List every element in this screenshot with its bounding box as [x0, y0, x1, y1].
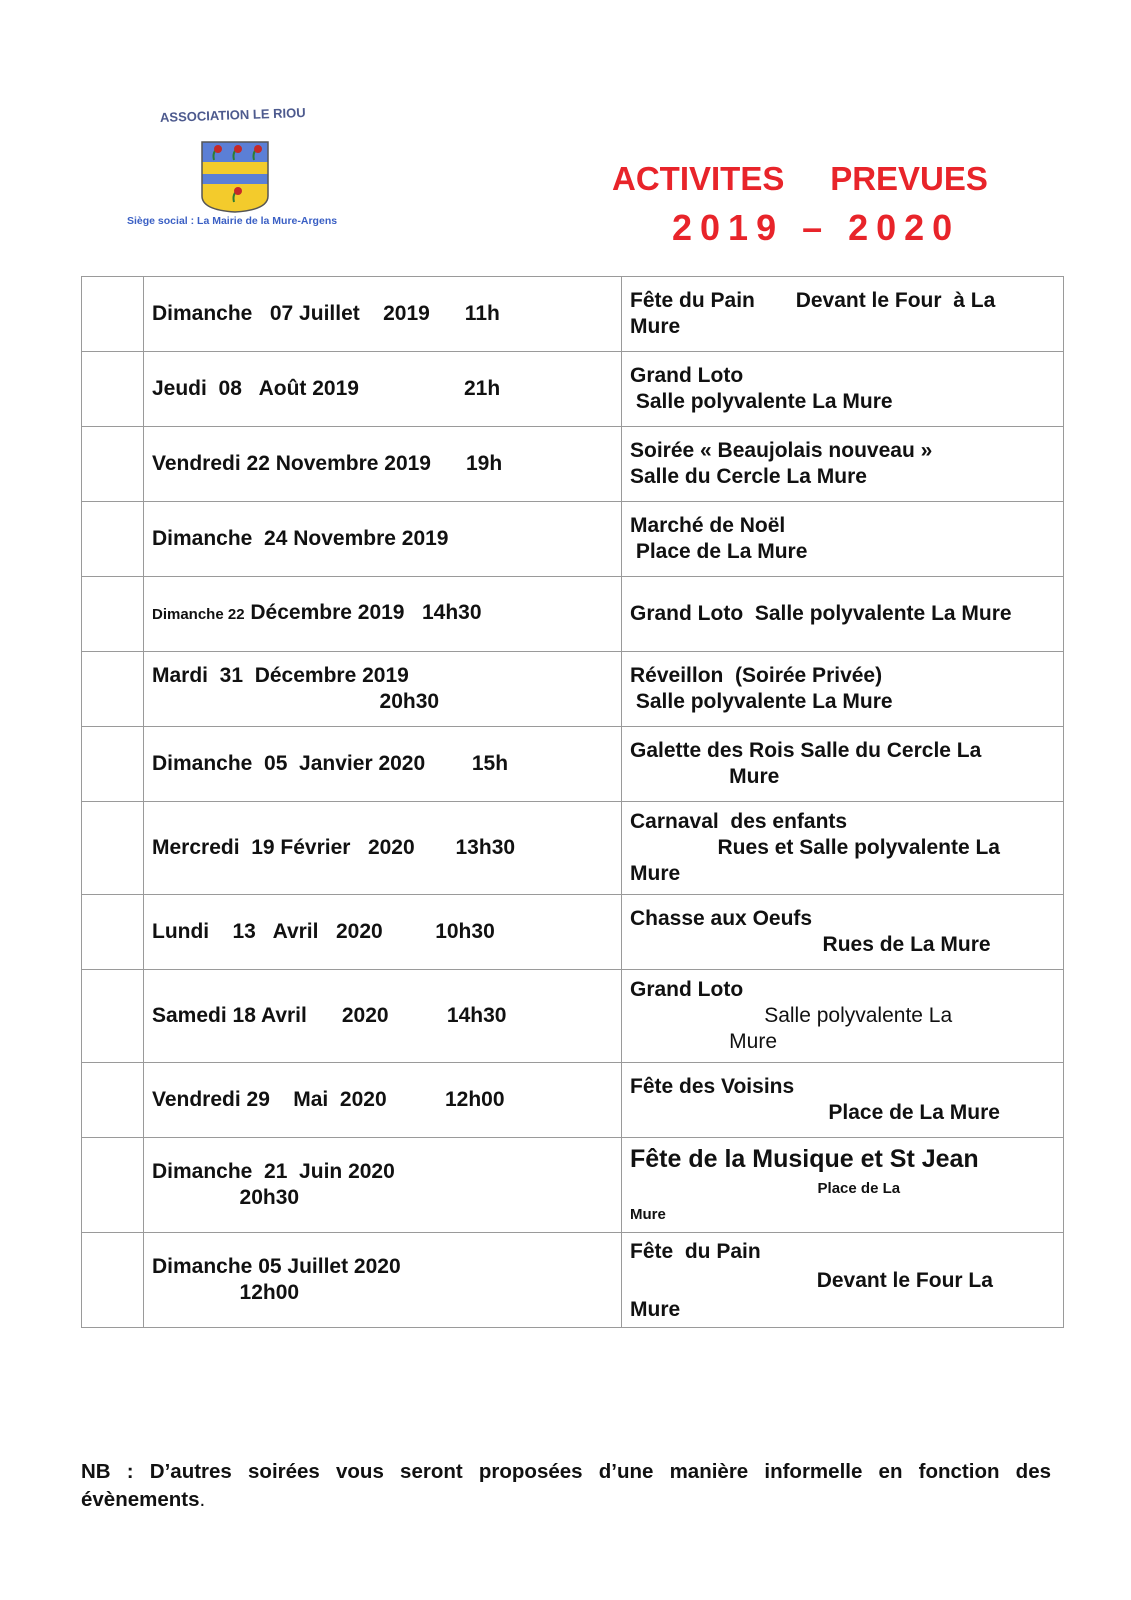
blank-cell [82, 427, 144, 502]
events-table [81, 276, 1064, 1328]
page-title: ACTIVITES PREVUES [612, 160, 988, 197]
table-row [82, 1063, 1064, 1138]
blank-cell [82, 970, 144, 1063]
event-activity-place: Place de La Mure [630, 1180, 901, 1223]
table-row [82, 727, 1064, 802]
event-date-prefix: Dimanche 22 [152, 606, 245, 623]
blank-cell [82, 652, 144, 727]
event-activity: Fête du Pain Devant le Four La Mure [622, 1233, 1064, 1328]
footnote-text: NB : D’autres soirées vous seront proposées d’une manière informelle en fonction des évènements [81, 1460, 1051, 1511]
blank-cell [82, 895, 144, 970]
event-activity [622, 1138, 1064, 1233]
blank-cell [82, 1063, 144, 1138]
blank-cell [82, 802, 144, 895]
table-row [82, 427, 1064, 502]
event-date: Dimanche 05 Janvier 2020 15h [144, 727, 622, 802]
event-activity-title: Fête de la Musique et St Jean [630, 1145, 979, 1173]
event-activity: Grand Loto Salle polyvalente La Mure [622, 352, 1064, 427]
footnote [81, 1458, 1051, 1514]
event-date: Vendredi 22 Novembre 2019 19h [144, 427, 622, 502]
event-date-rest: Décembre 2019 14h30 [244, 601, 482, 624]
table-row [82, 277, 1064, 352]
event-date: Mercredi 19 Février 2020 13h30 [144, 802, 622, 895]
event-activity: Réveillon (Soirée Privée) Salle polyvalente La Mure [622, 652, 1064, 727]
table-row [82, 652, 1064, 727]
event-date: Dimanche 24 Novembre 2019 [144, 502, 622, 577]
logo-subtitle: Siège social : La Mairie de la Mure-Argens [127, 215, 338, 227]
event-date: Dimanche 07 Juillet 2019 11h [144, 277, 622, 352]
blank-cell [82, 577, 144, 652]
table-row [82, 802, 1064, 895]
event-activity: Carnaval des enfants Rues et Salle polyvalente La Mure [622, 802, 1064, 895]
event-date: Mardi 31 Décembre 2019 20h30 [144, 652, 622, 727]
event-activity: Fête des Voisins Place de La Mure [622, 1063, 1064, 1138]
table-row [82, 352, 1064, 427]
blank-cell [82, 502, 144, 577]
event-date: Samedi 18 Avril 2020 14h30 [144, 970, 622, 1063]
table-row [82, 970, 1064, 1063]
event-activity: Grand Loto Salle polyvalente La Mure [622, 577, 1064, 652]
event-activity: Marché de Noël Place de La Mure [622, 502, 1064, 577]
event-activity: Galette des Rois Salle du Cercle La Mure [622, 727, 1064, 802]
event-activity-title: Grand Loto [630, 978, 744, 1001]
event-date: Jeudi 08 Août 2019 21h [144, 352, 622, 427]
footnote-end: . [199, 1488, 206, 1511]
crest-icon [200, 140, 270, 214]
blank-cell [82, 1138, 144, 1233]
event-activity: Chasse aux Oeufs Rues de La Mure [622, 895, 1064, 970]
table-row [82, 1138, 1064, 1233]
event-activity: Fête du Pain Devant le Four à La Mure [622, 277, 1064, 352]
table-row [82, 502, 1064, 577]
blank-cell [82, 1233, 144, 1328]
blank-cell [82, 727, 144, 802]
logo-name: ASSOCIATION LE RIOU [159, 104, 306, 125]
event-activity: Soirée « Beaujolais nouveau » Salle du Cercle La Mure [622, 427, 1064, 502]
blank-cell [82, 277, 144, 352]
event-date: Dimanche 21 Juin 2020 20h30 [144, 1138, 622, 1233]
event-activity-place: Salle polyvalente La Mure [729, 1004, 953, 1053]
event-date: Vendredi 29 Mai 2020 12h00 [144, 1063, 622, 1138]
table-row [82, 577, 1064, 652]
event-activity [622, 970, 1064, 1063]
page-years: 2019 – 2020 [672, 207, 961, 248]
event-date: Dimanche 05 Juillet 2020 12h00 [144, 1233, 622, 1328]
table-row [82, 1233, 1064, 1328]
association-logo [118, 104, 368, 234]
event-date: Lundi 13 Avril 2020 10h30 [144, 895, 622, 970]
table-row [82, 895, 1064, 970]
event-date [144, 577, 622, 652]
blank-cell [82, 352, 144, 427]
